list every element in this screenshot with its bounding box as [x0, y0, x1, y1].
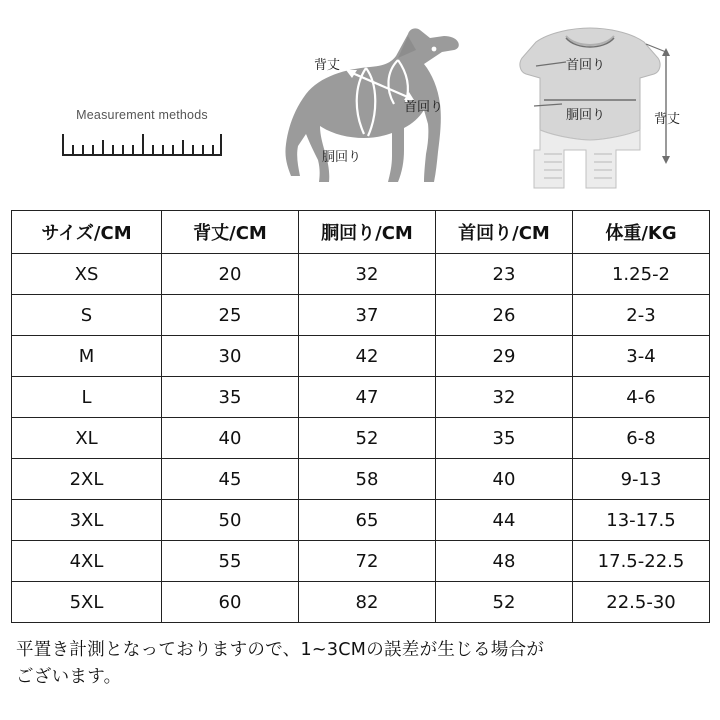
- cell-weight: 3-4: [573, 336, 710, 377]
- table-row: [12, 254, 710, 295]
- cell-size: XL: [12, 418, 162, 459]
- table-row: [12, 500, 710, 541]
- cell-weight: 6-8: [573, 418, 710, 459]
- cell-chest: 82: [299, 582, 436, 623]
- cloth-label-chest: 胴回り: [566, 108, 606, 123]
- cell-size: 5XL: [12, 582, 162, 623]
- cell-chest: 37: [299, 295, 436, 336]
- cell-neck: 44: [436, 500, 573, 541]
- dog-label-back-length: 背丈: [314, 58, 341, 73]
- cell-size: 4XL: [12, 541, 162, 582]
- cell-size: 2XL: [12, 459, 162, 500]
- cell-chest: 58: [299, 459, 436, 500]
- measurement-note: [16, 637, 704, 691]
- dog-label-neck: 首回り: [404, 100, 444, 115]
- cell-size: XS: [12, 254, 162, 295]
- cell-chest: 72: [299, 541, 436, 582]
- cell-weight: 1.25-2: [573, 254, 710, 295]
- cell-back-length: 35: [162, 377, 299, 418]
- table-row: [12, 541, 710, 582]
- table-row: [12, 377, 710, 418]
- column-header-size: サイズ/CM: [12, 211, 162, 254]
- dog-label-chest: 胴回り: [322, 150, 362, 165]
- note-line-2: ございます。: [16, 667, 122, 688]
- column-header-chest: 胴回り/CM: [299, 211, 436, 254]
- cell-size: L: [12, 377, 162, 418]
- cell-neck: 26: [436, 295, 573, 336]
- cell-chest: 65: [299, 500, 436, 541]
- cell-weight: 4-6: [573, 377, 710, 418]
- cell-neck: 29: [436, 336, 573, 377]
- cell-weight: 9-13: [573, 459, 710, 500]
- cell-back-length: 20: [162, 254, 299, 295]
- column-header-neck: 首回り/CM: [436, 211, 573, 254]
- measurement-methods-label: Measurement methods: [76, 108, 208, 122]
- cell-weight: 22.5-30: [573, 582, 710, 623]
- cell-neck: 35: [436, 418, 573, 459]
- cell-weight: 17.5-22.5: [573, 541, 710, 582]
- cell-weight: 13-17.5: [573, 500, 710, 541]
- table-row: [12, 295, 710, 336]
- measurement-methods-block: [52, 108, 232, 156]
- illustration-band: [0, 0, 720, 210]
- cell-size: S: [12, 295, 162, 336]
- cell-back-length: 30: [162, 336, 299, 377]
- cell-chest: 42: [299, 336, 436, 377]
- table-row: [12, 459, 710, 500]
- note-line-1: 平置き計測となっておりますので、1~3CMの誤差が生じる場合が: [16, 640, 545, 660]
- cell-back-length: 60: [162, 582, 299, 623]
- cell-back-length: 55: [162, 541, 299, 582]
- cell-back-length: 45: [162, 459, 299, 500]
- cell-neck: 48: [436, 541, 573, 582]
- table-header-row: [12, 211, 710, 254]
- table-row: [12, 336, 710, 377]
- column-header-back-length: 背丈/CM: [162, 211, 299, 254]
- cell-size: M: [12, 336, 162, 377]
- cell-back-length: 40: [162, 418, 299, 459]
- cell-back-length: 25: [162, 295, 299, 336]
- cell-back-length: 50: [162, 500, 299, 541]
- cloth-label-back-length: 背丈: [654, 112, 681, 127]
- cell-neck: 32: [436, 377, 573, 418]
- size-table: [11, 210, 710, 623]
- cell-chest: 32: [299, 254, 436, 295]
- column-header-weight: 体重/KG: [573, 211, 710, 254]
- cell-chest: 47: [299, 377, 436, 418]
- cell-chest: 52: [299, 418, 436, 459]
- cell-neck: 52: [436, 582, 573, 623]
- table-row: [12, 582, 710, 623]
- ruler-icon: [62, 132, 222, 156]
- cell-weight: 2-3: [573, 295, 710, 336]
- table-row: [12, 418, 710, 459]
- cell-size: 3XL: [12, 500, 162, 541]
- cell-neck: 40: [436, 459, 573, 500]
- cell-neck: 23: [436, 254, 573, 295]
- cloth-label-neck: 首回り: [566, 58, 606, 73]
- dog-illustration: [258, 16, 473, 201]
- clothes-illustration: [470, 18, 710, 203]
